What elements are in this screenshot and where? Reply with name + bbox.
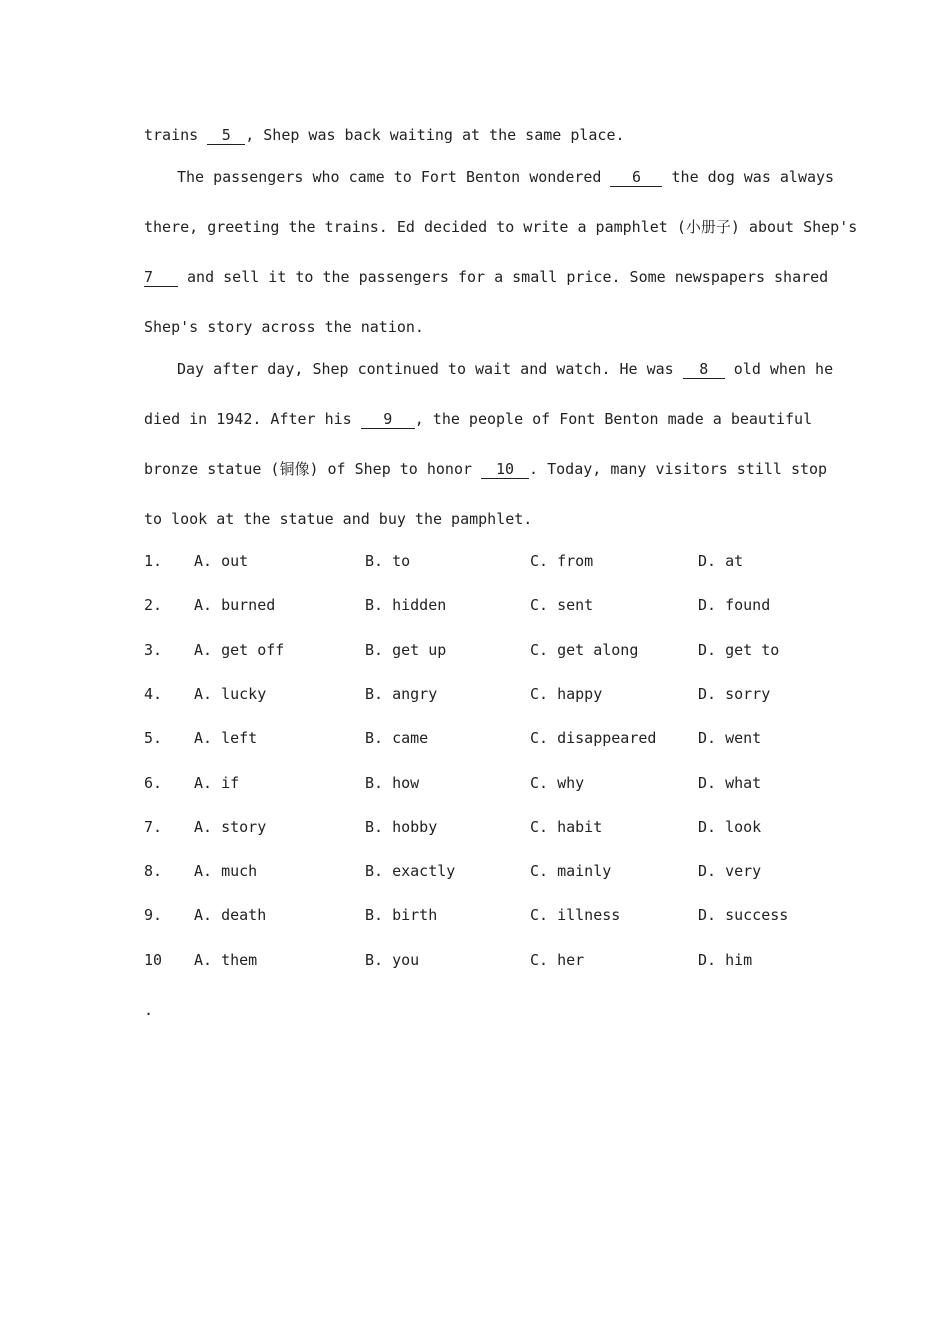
question-row [144, 773, 844, 793]
option-d: D. went [698, 729, 762, 747]
passage-line-2 [177, 167, 835, 187]
text: trains [144, 126, 208, 144]
passage-line-3: there, greeting the trains. Ed decided to write a pamphlet (小册子) about Shep's [144, 218, 858, 236]
blank-9: 9 [361, 410, 415, 429]
passage-line-1 [144, 125, 809, 145]
passage-line-8 [144, 459, 828, 479]
blank-8: 8 [683, 360, 725, 379]
option-d: D. found [698, 596, 771, 614]
question-row [144, 551, 844, 571]
text: , Shep was back waiting at the same place. [245, 126, 625, 144]
question-number: 2. [144, 596, 163, 614]
passage-line-7 [144, 409, 813, 429]
passage-line-9: to look at the statue and buy the pamphlet. [144, 510, 533, 528]
option-a: A. if [194, 774, 240, 792]
option-b: B. how [365, 774, 420, 792]
option-c: C. why [530, 774, 585, 792]
text: . Today, many visitors still stop [529, 460, 828, 478]
blank-7: 7 [144, 268, 178, 287]
text: died in 1942. After his [144, 410, 361, 428]
option-b: B. hidden [365, 596, 447, 614]
question-number: 3. [144, 641, 163, 659]
text: The passengers who came to Fort Benton wondered [177, 168, 611, 186]
option-d: D. sorry [698, 685, 771, 703]
option-c: C. mainly [530, 862, 612, 880]
question-row [144, 684, 844, 704]
question-row [144, 595, 844, 615]
option-d: D. what [698, 774, 762, 792]
option-c: C. sent [530, 596, 594, 614]
option-b: B. to [365, 552, 411, 570]
option-a: A. them [194, 951, 258, 969]
passage-line-6 [177, 359, 834, 379]
option-a: A. get off [194, 641, 285, 659]
option-c: C. from [530, 552, 594, 570]
question-row [144, 728, 844, 748]
question-number: 9. [144, 906, 163, 924]
question-number: 5. [144, 729, 163, 747]
text: , the people of Font Benton made a beautiful [414, 410, 813, 428]
option-a: A. much [194, 862, 258, 880]
text: Day after day, Shep continued to wait and watch. He was [177, 360, 683, 378]
question-row [144, 861, 844, 881]
text: and sell it to the passengers for a small price. Some newspapers shared [178, 268, 829, 286]
passage-line-4 [144, 267, 829, 287]
trailing-mark: . [144, 1001, 154, 1019]
option-c: C. disappeared [530, 729, 657, 747]
option-b: B. came [365, 729, 429, 747]
option-c: C. illness [530, 906, 621, 924]
option-d: D. very [698, 862, 762, 880]
option-b: B. exactly [365, 862, 456, 880]
option-c: C. habit [530, 818, 603, 836]
option-c: C. her [530, 951, 585, 969]
question-number: 8. [144, 862, 163, 880]
blank-6: 6 [610, 168, 662, 187]
option-b: B. birth [365, 906, 438, 924]
option-c: C. happy [530, 685, 603, 703]
option-a: A. story [194, 818, 267, 836]
option-d: D. success [698, 906, 789, 924]
option-a: A. burned [194, 596, 276, 614]
option-d: D. get to [698, 641, 780, 659]
option-d: D. at [698, 552, 744, 570]
option-a: A. left [194, 729, 258, 747]
text: bronze statue (铜像) of Shep to honor [144, 460, 482, 478]
option-b: B. you [365, 951, 420, 969]
passage-line-5: Shep's story across the nation. [144, 318, 424, 336]
question-row [144, 817, 844, 837]
question-number: 4. [144, 685, 163, 703]
question-number: 7. [144, 818, 163, 836]
option-b: B. hobby [365, 818, 438, 836]
option-a: A. lucky [194, 685, 267, 703]
option-b: B. get up [365, 641, 447, 659]
question-row [144, 905, 844, 925]
option-c: C. get along [530, 641, 639, 659]
question-row [144, 640, 844, 660]
blank-10: 10 [481, 460, 529, 479]
blank-5: 5 [207, 126, 245, 145]
question-row [144, 950, 844, 970]
text: the dog was always [662, 168, 835, 186]
question-number: 10 [144, 951, 163, 969]
text: old when he [724, 360, 834, 378]
option-a: A. out [194, 552, 249, 570]
option-d: D. him [698, 951, 753, 969]
option-a: A. death [194, 906, 267, 924]
question-number: 6. [144, 774, 163, 792]
option-d: D. look [698, 818, 762, 836]
option-b: B. angry [365, 685, 438, 703]
question-number: 1. [144, 552, 163, 570]
